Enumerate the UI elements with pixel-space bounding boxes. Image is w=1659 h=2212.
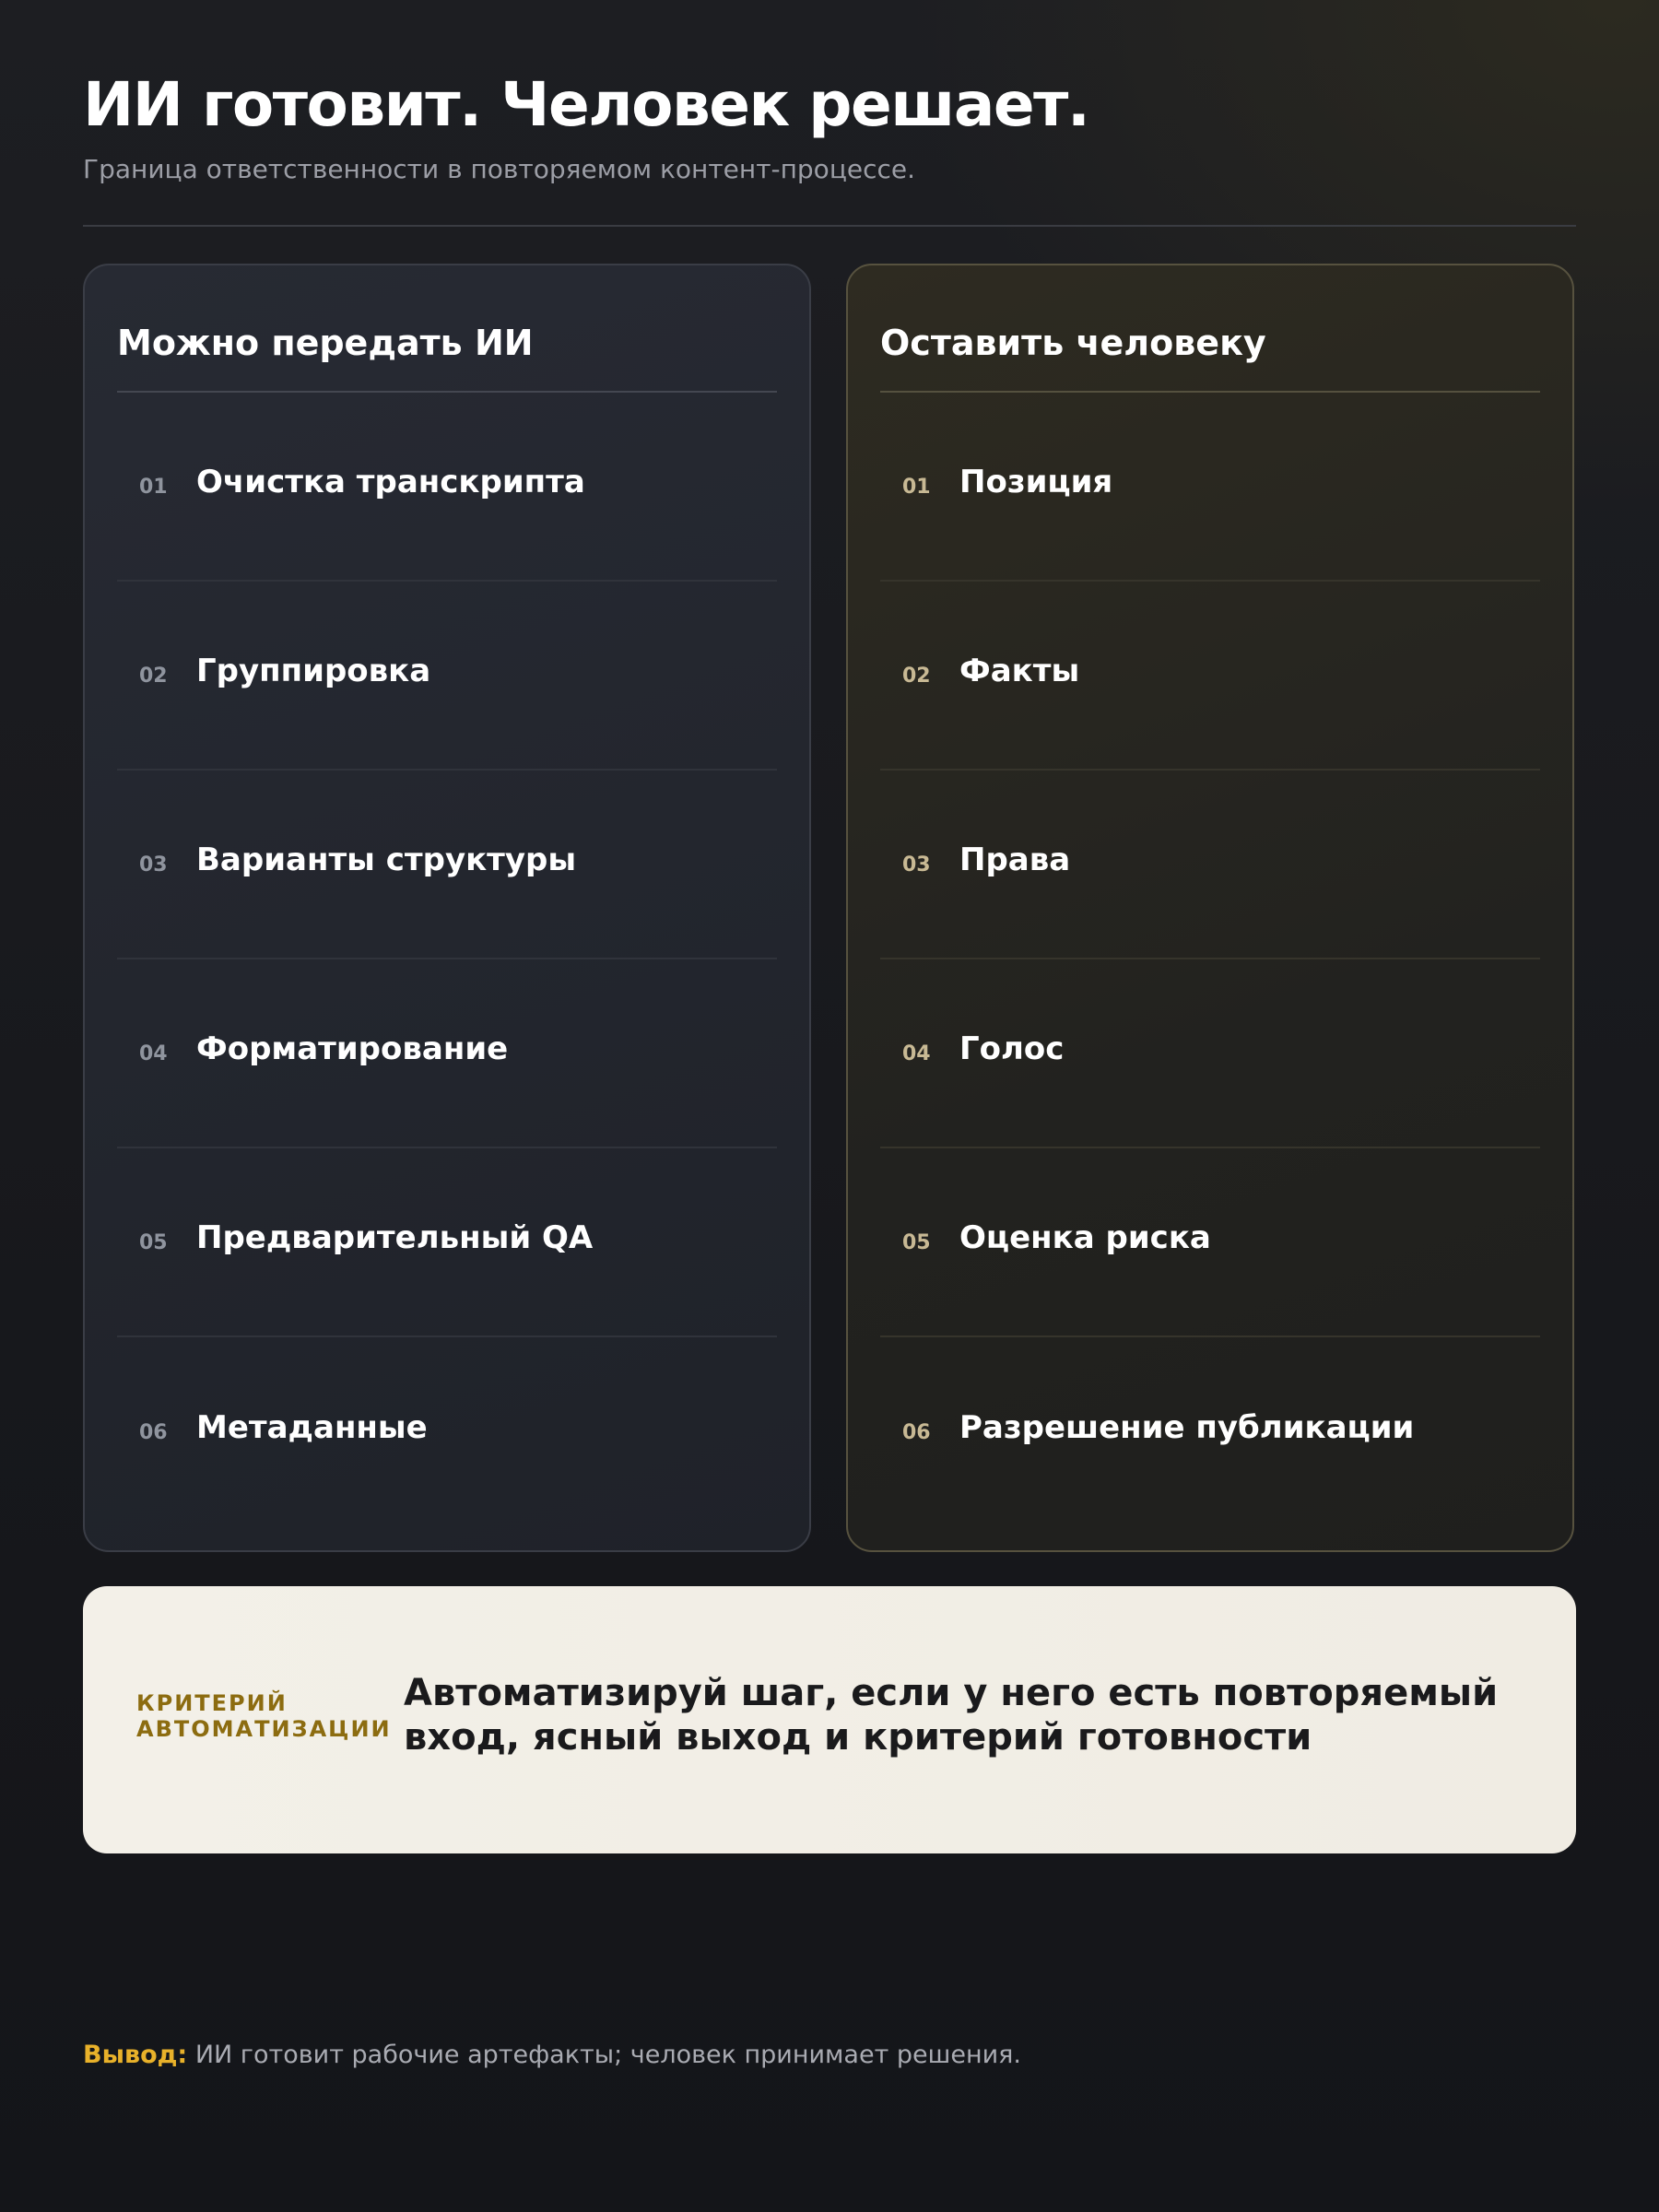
list-item	[117, 959, 777, 1148]
item-label: Оценка риска	[959, 1218, 1211, 1256]
conclusion	[83, 2039, 1021, 2072]
list-item	[117, 393, 777, 582]
item-label: Группировка	[196, 652, 431, 689]
item-number: 01	[902, 476, 931, 499]
list-item	[117, 582, 777, 771]
item-number: 05	[902, 1231, 931, 1254]
item-number: 03	[902, 853, 931, 877]
criterion-tag-line-1: КРИТЕРИЙ	[136, 1690, 288, 1716]
item-label: Позиция	[959, 463, 1113, 500]
item-label: Предварительный QA	[196, 1218, 594, 1256]
item-number: 04	[902, 1042, 931, 1065]
header-divider	[83, 225, 1576, 227]
criterion-text: Автоматизируй шаг, если у него есть повторяемый вход, ясный выход и критерий готовности	[404, 1672, 1499, 1759]
criterion-tag	[136, 1690, 404, 1742]
item-label: Форматирование	[196, 1030, 509, 1067]
human-task-list	[880, 393, 1540, 1526]
list-item	[880, 582, 1540, 771]
item-number: 04	[139, 1042, 168, 1065]
list-item	[880, 393, 1540, 582]
list-item	[117, 1337, 777, 1526]
item-label: Права	[959, 841, 1071, 878]
page-title: ИИ готовит. Человек решает.	[83, 69, 1089, 140]
panel-ai-title: Можно передать ИИ	[117, 265, 777, 393]
panel-human-tasks	[846, 264, 1574, 1552]
conclusion-label: Вывод:	[83, 2041, 188, 2069]
list-item	[880, 1337, 1540, 1526]
panel-human-title: Оставить человеку	[880, 265, 1540, 393]
item-label: Очистка транскрипта	[196, 463, 585, 500]
item-number: 05	[139, 1231, 168, 1254]
page-header	[83, 65, 1576, 188]
list-item	[117, 771, 777, 959]
item-label: Варианты структуры	[196, 841, 577, 878]
item-number: 03	[139, 853, 168, 877]
item-number: 02	[139, 665, 168, 688]
automation-criterion-card	[83, 1586, 1576, 1853]
conclusion-text: ИИ готовит рабочие артефакты; человек принимает решения.	[194, 2041, 1021, 2069]
item-number: 06	[902, 1421, 931, 1444]
item-label: Голос	[959, 1030, 1065, 1067]
panel-ai-tasks	[83, 264, 811, 1552]
list-item	[880, 959, 1540, 1148]
criterion-tag-line-2: АВТОМАТИЗАЦИИ	[136, 1716, 392, 1742]
item-number: 01	[139, 476, 168, 499]
item-label: Разрешение публикации	[959, 1408, 1415, 1446]
list-item	[880, 771, 1540, 959]
list-item	[117, 1148, 777, 1337]
item-number: 06	[139, 1421, 168, 1444]
item-label: Факты	[959, 652, 1080, 689]
item-number: 02	[902, 665, 931, 688]
item-label: Метаданные	[196, 1408, 428, 1446]
list-item	[880, 1148, 1540, 1337]
ai-task-list	[117, 393, 777, 1526]
page-subtitle: Граница ответственности в повторяемом контент-процессе.	[83, 154, 916, 184]
